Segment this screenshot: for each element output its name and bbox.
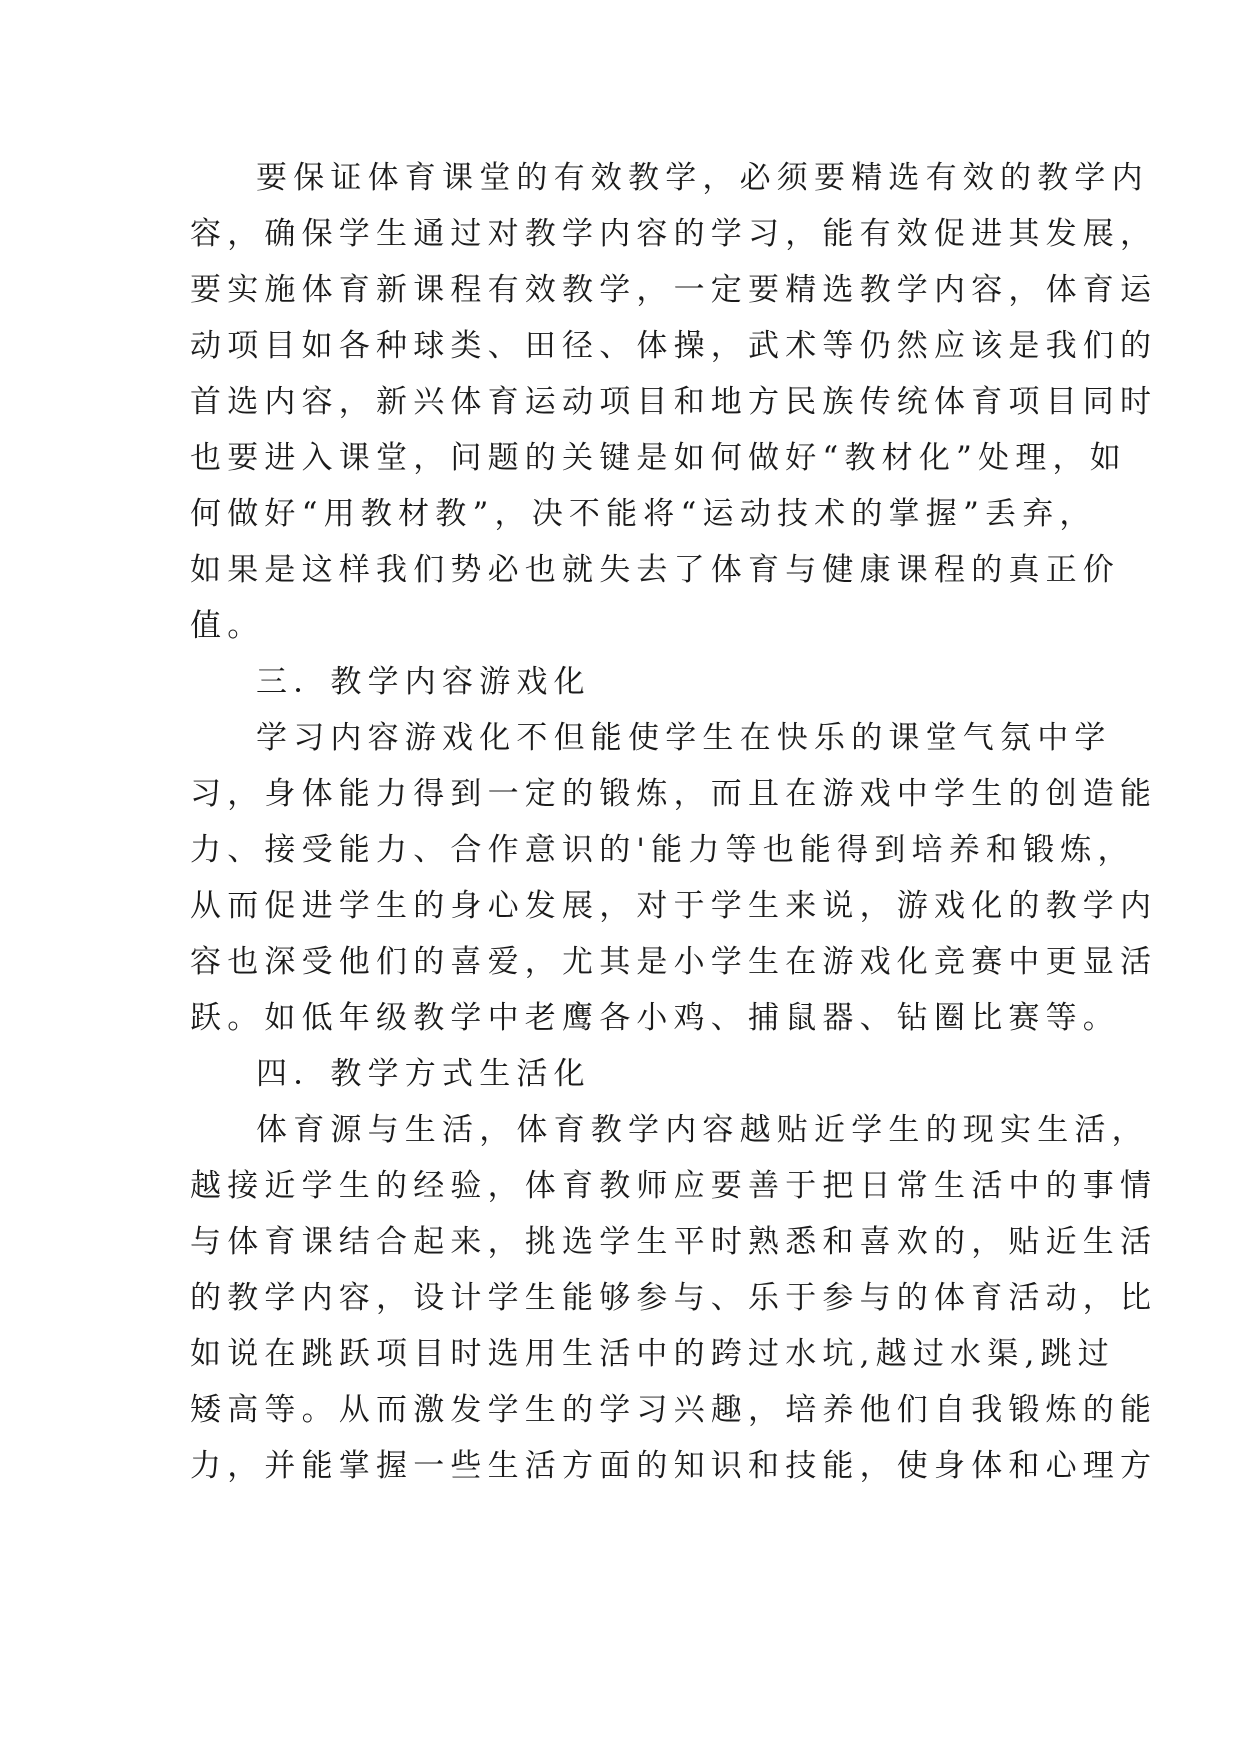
paragraph-line: 矮高等。从而激发学生的学习兴趣，培养他们自我锻炼的能 — [190, 1392, 1158, 1428]
section-heading: 三．教学内容游戏化 — [256, 664, 591, 700]
paragraph-line: 力，并能掌握一些生活方面的知识和技能，使身体和心理方 — [190, 1448, 1158, 1484]
paragraph-line: 力、接受能力、合作意识的'能力等也能得到培养和锻炼， — [190, 832, 1135, 868]
paragraph-line: 何做好“用教材教”，决不能将“运动技术的掌握”丢弃， — [190, 496, 1097, 532]
paragraph-line: 体育源与生活，体育教学内容越贴近学生的现实生活， — [256, 1112, 1149, 1148]
paragraph-line: 的教学内容，设计学生能够参与、乐于参与的体育活动，比 — [190, 1280, 1158, 1316]
paragraph-line: 要实施体育新课程有效教学，一定要精选教学内容，体育运 — [190, 272, 1158, 308]
paragraph-line: 要保证体育课堂的有效教学，必须要精选有效的教学内 — [256, 160, 1149, 196]
paragraph-line: 也要进入课堂，问题的关键是如何做好“教材化”处理，如 — [190, 440, 1127, 476]
paragraph-line: 与体育课结合起来，挑选学生平时熟悉和喜欢的，贴近生活 — [190, 1224, 1158, 1260]
paragraph-line: 学习内容游戏化不但能使学生在快乐的课堂气氛中学 — [256, 720, 1112, 756]
paragraph-line: 习，身体能力得到一定的锻炼，而且在游戏中学生的创造能 — [190, 776, 1158, 812]
paragraph-line: 动项目如各种球类、田径、体操，武术等仍然应该是我们的 — [190, 328, 1158, 364]
paragraph-line: 首选内容，新兴体育运动项目和地方民族传统体育项目同时 — [190, 384, 1158, 420]
paragraph-line: 如说在跳跃项目时选用生活中的跨过水坑,越过水渠,跳过 — [190, 1336, 1115, 1372]
paragraph-line: 容也深受他们的喜爱，尤其是小学生在游戏化竞赛中更显活 — [190, 944, 1158, 980]
section-heading: 四．教学方式生活化 — [256, 1056, 591, 1092]
paragraph-line: 越接近学生的经验，体育教师应要善于把日常生活中的事情 — [190, 1168, 1158, 1204]
paragraph-line: 如果是这样我们势必也就失去了体育与健康课程的真正价 — [190, 552, 1120, 588]
paragraph-line: 容，确保学生通过对教学内容的学习，能有效促进其发展， — [190, 216, 1158, 252]
paragraph-line: 值。 — [190, 608, 265, 644]
paragraph-line: 跃。如低年级教学中老鹰各小鸡、捕鼠器、钻圈比赛等。 — [190, 1000, 1120, 1036]
paragraph-line: 从而促进学生的身心发展，对于学生来说，游戏化的教学内 — [190, 888, 1158, 924]
